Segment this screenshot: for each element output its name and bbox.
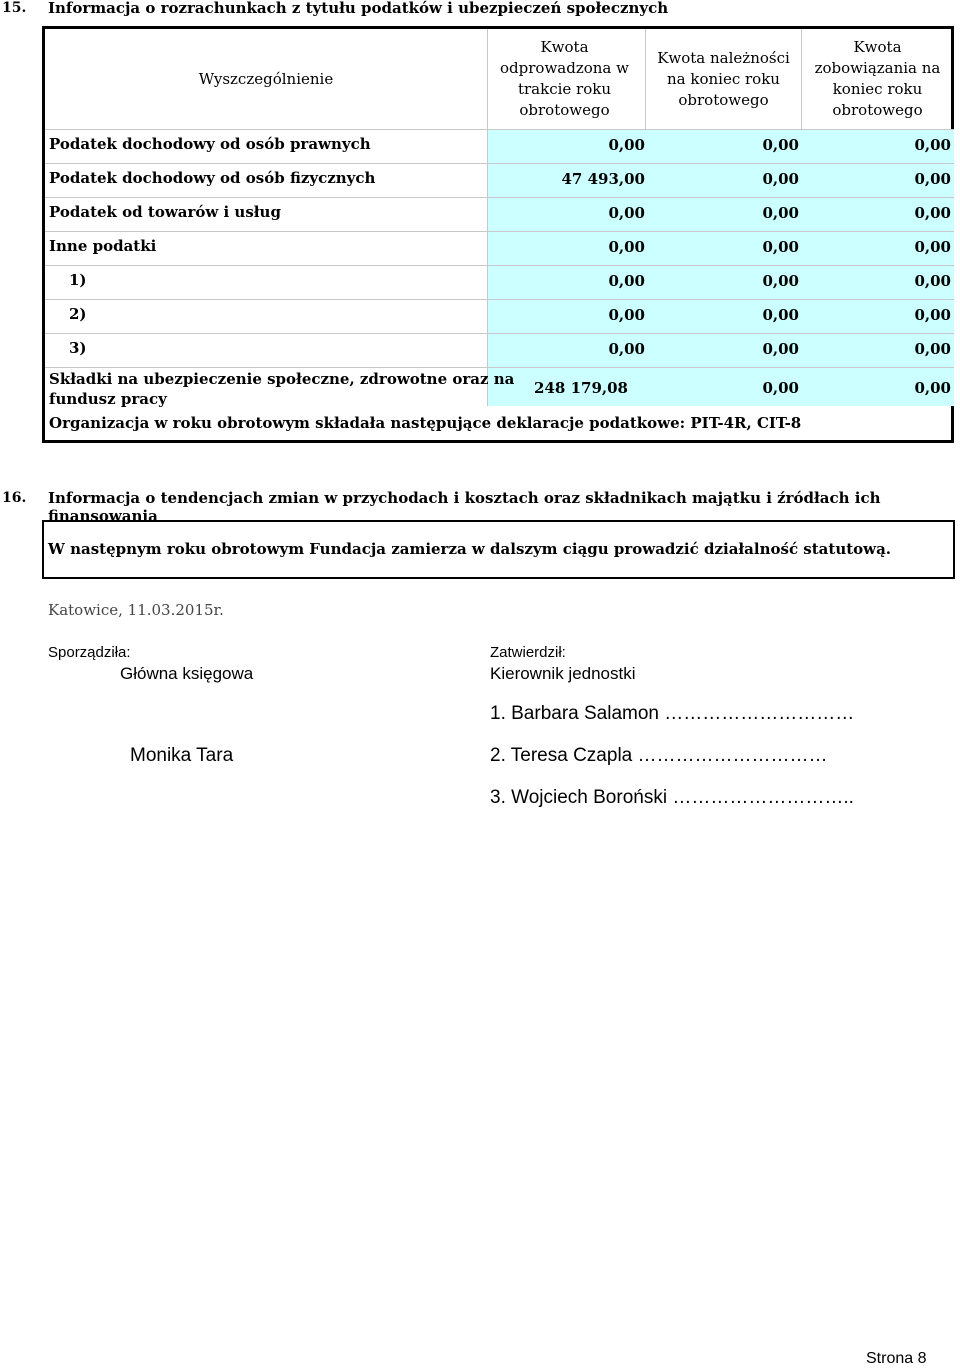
row-value-liabilities: 0,00 xyxy=(914,170,951,188)
col-divider-1 xyxy=(487,29,488,406)
row-line xyxy=(45,299,954,300)
row-label: 1) xyxy=(69,271,87,289)
row-label: 2) xyxy=(69,305,87,323)
row-value-receivables: 0,00 xyxy=(762,340,799,358)
row-value-liabilities: 0,00 xyxy=(914,238,951,256)
contrib-label-line1: Składki na ubezpieczenie społeczne, zdrowotne oraz na xyxy=(49,370,515,388)
row-label: 3) xyxy=(69,339,87,357)
row-label: Inne podatki xyxy=(49,237,157,255)
row-value-receivables: 0,00 xyxy=(762,170,799,188)
row-value-paid: 0,00 xyxy=(608,340,645,358)
row-line xyxy=(45,231,954,232)
signatory-3: 3. Wojciech Boroński ……………………….. xyxy=(490,787,854,808)
row-value-liabilities: 0,00 xyxy=(914,272,951,290)
approved-role: Kierownik jednostki xyxy=(490,664,636,683)
section-15-title: Informacja o rozrachunkach z tytułu podatków i ubezpieczeń społecznych xyxy=(48,0,669,17)
row-value-paid: 0,00 xyxy=(608,136,645,154)
header-liabilities: Kwota zobowiązania na koniec roku obrotowego xyxy=(814,38,941,119)
row-label: Podatek od towarów i usług xyxy=(49,203,281,221)
values-fill xyxy=(487,130,954,406)
row-line xyxy=(45,265,954,266)
page-number: Strona 8 xyxy=(866,1350,927,1367)
row-value-paid: 47 493,00 xyxy=(561,170,645,188)
row-value-receivables: 0,00 xyxy=(762,238,799,256)
signatory-1: 1. Barbara Salamon ………………………… xyxy=(490,703,855,724)
trends-text: W następnym roku obrotowym Fundacja zamierza w dalszym ciągu prowadzić działalność statutową. xyxy=(48,540,892,558)
contrib-label-line2: fundusz pracy xyxy=(49,390,167,408)
row-value-receivables: 0,00 xyxy=(762,306,799,324)
row-line xyxy=(45,367,954,368)
row-value-paid: 0,00 xyxy=(608,272,645,290)
header-description: Wyszczególnienie xyxy=(198,69,334,88)
trends-box xyxy=(42,520,955,579)
section-15-number: 15. xyxy=(2,0,27,16)
row-label: Podatek dochodowy od osób prawnych xyxy=(49,135,371,153)
prepared-name: Monika Tara xyxy=(130,745,234,766)
prepared-label: Sporządziła: xyxy=(48,644,131,661)
contrib-value-paid: 248 179,08 xyxy=(534,379,628,397)
row-value-paid: 0,00 xyxy=(608,306,645,324)
row-value-receivables: 0,00 xyxy=(762,136,799,154)
tax-settlements-table xyxy=(42,26,954,443)
col-divider-2 xyxy=(645,29,646,129)
row-value-liabilities: 0,00 xyxy=(914,306,951,324)
approved-label: Zatwierdził: xyxy=(490,644,566,661)
row-line xyxy=(45,333,954,334)
row-value-paid: 0,00 xyxy=(608,238,645,256)
col-divider-3 xyxy=(801,29,802,129)
row-line xyxy=(45,197,954,198)
row-value-receivables: 0,00 xyxy=(762,204,799,222)
contrib-value-receivables: 0,00 xyxy=(762,379,799,397)
place-date: Katowice, 11.03.2015r. xyxy=(48,601,224,619)
header-paid-amount: Kwota odprowadzona w trakcie roku obrotowego xyxy=(500,38,629,119)
prepared-role: Główna księgowa xyxy=(120,664,254,683)
contrib-value-liabilities: 0,00 xyxy=(914,379,951,397)
row-value-liabilities: 0,00 xyxy=(914,340,951,358)
header-separator xyxy=(45,129,954,130)
section-16-title: Informacja o tendencjach zmian w przychodach i kosztach oraz składnikach majątku i źródłach ich finansowania xyxy=(48,489,881,525)
section-16-number: 16. xyxy=(2,490,27,506)
row-value-liabilities: 0,00 xyxy=(914,136,951,154)
row-value-liabilities: 0,00 xyxy=(914,204,951,222)
row-label: Podatek dochodowy od osób fizycznych xyxy=(49,169,376,187)
declarations-note: Organizacja w roku obrotowym składała następujące deklaracje podatkowe: PIT-4R, CIT-8 xyxy=(49,414,802,432)
signatory-2: 2. Teresa Czapla ………………………… xyxy=(490,745,828,766)
row-value-receivables: 0,00 xyxy=(762,272,799,290)
header-receivables: Kwota należności na koniec roku obrotowego xyxy=(657,48,790,109)
row-value-paid: 0,00 xyxy=(608,204,645,222)
row-line xyxy=(45,163,954,164)
